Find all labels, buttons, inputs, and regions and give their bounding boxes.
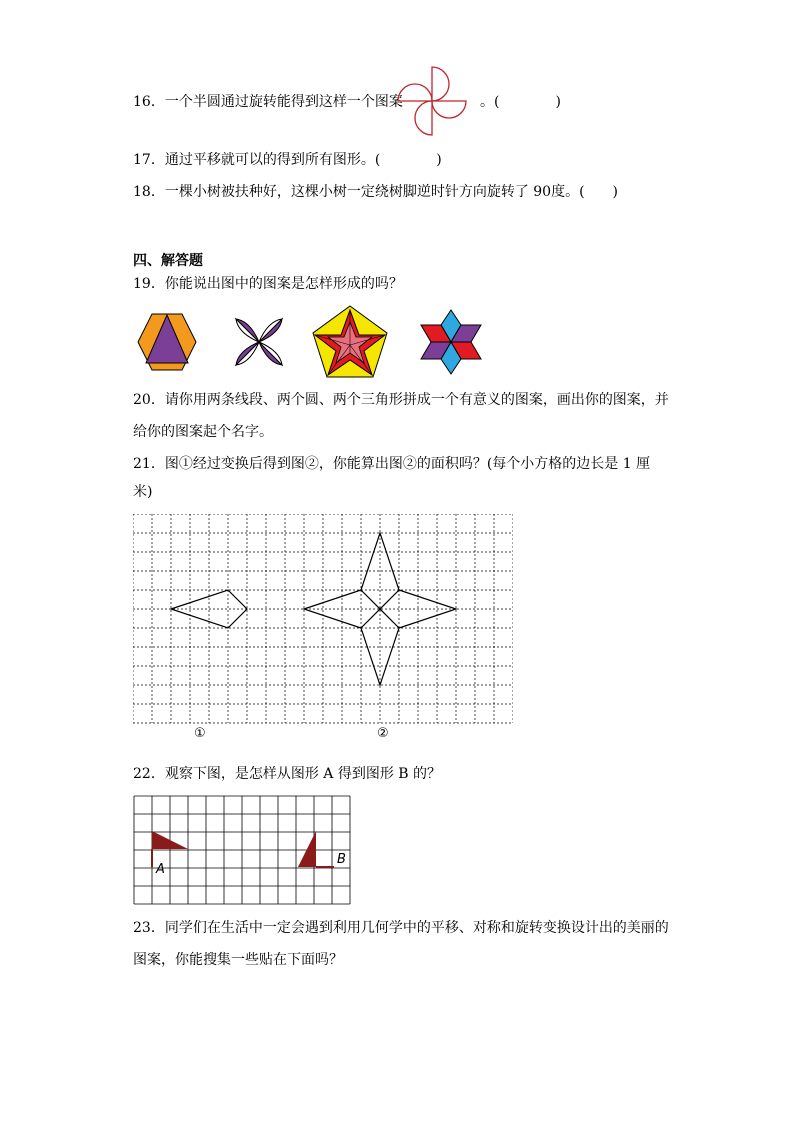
grid-22 xyxy=(133,795,355,905)
question-23-line1: 23．同学们在生活中一定会遇到利用几何学中的平移、对称和旋转变换设计出的美丽的 xyxy=(133,920,669,936)
question-20-line1: 20．请你用两条线段、两个圆、两个三角形拼成一个有意义的图案，画出你的图案，并 xyxy=(133,392,669,408)
figure-1-label: ① xyxy=(194,726,206,741)
section-title: 四、解答题 xyxy=(133,253,203,269)
question-18: 18．一棵小树被扶种好，这棵小树一定绕树脚逆时针方向旋转了 90度。( ) xyxy=(133,184,619,200)
question-16-answer[interactable]: 。( ) xyxy=(480,94,561,110)
shape-b xyxy=(298,831,316,867)
question-19: 19．你能说出图中的图案是怎样形成的吗？ xyxy=(133,276,403,292)
pinwheel-figure xyxy=(390,64,480,138)
question-20-line2: 给你的图案起个名字。 xyxy=(133,424,273,440)
question-22: 22．观察下图，是怎样从图形 A 得到图形 B 的？ xyxy=(133,766,442,782)
question-16 xyxy=(133,92,403,112)
four-petal-flower-figure xyxy=(232,315,286,369)
dotted-grid-21 xyxy=(133,514,513,724)
question-21-line1: 21．图①经过变换后得到图②，你能算出图②的面积吗？(每个小方格的边长是 1 厘 xyxy=(133,456,651,472)
pentagon-star-figure xyxy=(310,304,390,380)
diamond-star-figure xyxy=(410,308,492,376)
question-23-line2: 图案，你能搜集一些贴在下面吗？ xyxy=(133,952,343,968)
shape-b-label: B xyxy=(337,852,346,867)
question-16-text: 16．一个半圆通过旋转能得到这样一个图案 xyxy=(133,94,403,110)
hexagon-triangle-figure xyxy=(136,312,198,372)
figure-2-label: ② xyxy=(377,726,389,741)
question-21-line2: 米) xyxy=(133,484,153,500)
question-17: 17．通过平移就可以的得到所有图形。( ) xyxy=(133,152,442,168)
shape-a-label: A xyxy=(156,862,165,877)
